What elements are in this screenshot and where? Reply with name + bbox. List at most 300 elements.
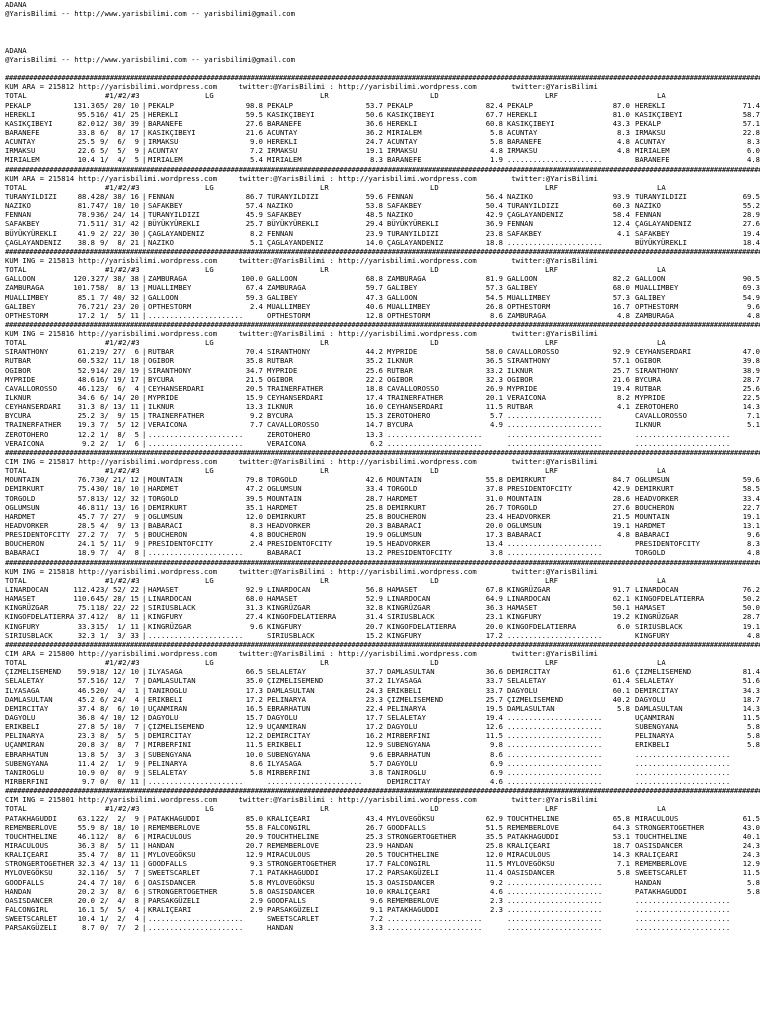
placing-code: 7/ 10/ 6 [100, 877, 139, 887]
total-value: 33.3 [77, 621, 95, 631]
total-value: 20.8 [77, 740, 95, 750]
lrf-horse: ...................... [507, 776, 603, 786]
placing-code: 30/ 21/ 12 [95, 475, 139, 485]
total-value: 71.5 [77, 219, 95, 229]
la-value: 59.6 [742, 475, 760, 485]
header-lr: LR [320, 466, 329, 476]
column-divider: | [142, 502, 147, 512]
lr-horse: PARSAKGÜZELI [267, 904, 319, 914]
lr-horse: NAZIKO [267, 201, 293, 211]
race-block [5, 558, 760, 640]
column-divider: | [142, 109, 147, 119]
ld-value: 26.9 [485, 383, 503, 393]
lg-value: 7.7 [250, 420, 263, 430]
lr-value: 25.6 [365, 365, 383, 375]
lrf-value: 65.8 [612, 813, 630, 823]
la-value: 6.0 [747, 146, 760, 156]
placing-code: 8/ 6/ 10 [100, 703, 139, 713]
la-horse: PELINARYA [635, 731, 674, 741]
ld-value: 2.3 [490, 904, 503, 914]
lrf-value: 19.1 [612, 521, 630, 531]
lr-value: 29.4 [365, 219, 383, 229]
header-code: #1/#2/#3 [105, 338, 140, 348]
column-divider: | [142, 274, 147, 284]
total-value: 24.4 [77, 877, 95, 887]
total-value: 78.9 [77, 210, 95, 220]
placing-code: 8/ 5/ 11 [100, 840, 139, 850]
lr-horse: GALIBEY [267, 292, 298, 302]
la-value: 54.9 [742, 292, 760, 302]
lg-horse: KASIKÇIBEYI [148, 127, 196, 137]
lr-value: 6.2 [370, 438, 383, 448]
lg-value: 27.6 [245, 118, 263, 128]
lrf-horse: OPTHESTORM [507, 301, 551, 311]
ld-value: 20.0 [485, 621, 503, 631]
horse-name: TORGOLD [5, 493, 36, 503]
ld-horse: PEKALP [387, 100, 413, 110]
placing-code: 2/ 1/ 6 [100, 438, 139, 448]
lr-value: 20.7 [365, 621, 383, 631]
total-value: 81.7 [77, 201, 95, 211]
lg-value: 12.0 [245, 511, 263, 521]
placing-code: 6/ 24/ 4 [100, 694, 139, 704]
lg-value: 11.5 [245, 740, 263, 750]
ld-horse: DAMLASULTAN [387, 667, 435, 677]
lg-value: 7.2 [250, 146, 263, 156]
total-value: 37.4 [77, 612, 95, 622]
lr-value: 59.6 [365, 191, 383, 201]
ld-value: 8.6 [490, 749, 503, 759]
lr-horse: SAFAKBEY [267, 210, 302, 220]
column-divider: | [142, 420, 147, 430]
lr-value: 10.0 [365, 886, 383, 896]
lg-horse: DAMLASULTAN [148, 676, 196, 686]
la-value: 58.7 [742, 109, 760, 119]
total-value: 120.3 [73, 274, 95, 284]
ld-horse: LINARDOCAN [387, 594, 431, 604]
ld-horse: IRMAKSU [387, 146, 418, 156]
column-divider: | [142, 402, 147, 412]
table-row [5, 539, 760, 548]
lg-horse: OGLUMSUN [148, 511, 183, 521]
total-value: 35.4 [77, 850, 95, 860]
la-horse: HAMASET [635, 603, 666, 613]
horse-name: DAGYOLU [5, 712, 36, 722]
column-header-row [5, 804, 760, 813]
horse-name: DAMLASULTAN [5, 694, 53, 704]
horse-name: GALIBEY [5, 301, 36, 311]
la-value: 33.4 [742, 493, 760, 503]
horse-name: MUALLIMBEY [5, 292, 49, 302]
table-row [5, 594, 760, 603]
total-value: 32.1 [77, 868, 95, 878]
table-row [5, 548, 760, 557]
ld-horse: DEMIRCITAY [387, 776, 431, 786]
ld-horse: MIRBERFINI [387, 731, 431, 741]
la-horse: BOUCHERON [635, 502, 674, 512]
horse-name: SWEETSCARLET [5, 914, 57, 924]
ld-value: 42.9 [485, 210, 503, 220]
horse-name: SELALETAY [5, 676, 44, 686]
ld-horse: KRALIÇEARI [387, 886, 431, 896]
column-divider: | [142, 731, 147, 741]
lr-horse: TURANYILDIZI [267, 191, 319, 201]
ld-horse: PATAKHAGUDDI [387, 904, 439, 914]
header-lg: LG [205, 91, 214, 101]
lrf-horse: ...................... [507, 740, 603, 750]
lr-horse: MYLOVEGÖKSU [267, 877, 315, 887]
column-divider: | [142, 859, 147, 869]
race-block [5, 165, 760, 247]
table-row [5, 128, 760, 137]
lrf-horse: ...................... [507, 886, 603, 896]
lg-value: 100.0 [241, 274, 263, 284]
lr-horse: GOODFALLS [267, 895, 306, 905]
lg-horse: UÇANMIRAN [148, 703, 187, 713]
lrf-horse: ÇIZMELISEMEND [507, 694, 564, 704]
lrf-horse: MYLOVEGÖKSU [507, 859, 555, 869]
horse-name: PARSAKGÜZELI [5, 923, 57, 933]
lr-horse: DEMIRKURT [267, 511, 306, 521]
column-divider: | [142, 393, 147, 403]
la-value: 13.1 [742, 521, 760, 531]
total-value: 95.5 [77, 109, 95, 119]
ld-value: 5.8 [490, 137, 503, 147]
placing-code: 9/ 8/ 21 [100, 237, 139, 247]
lg-horse: ACUNTAY [148, 146, 179, 156]
lg-horse: MOUNTAIN [148, 475, 183, 485]
lg-horse: TRAINERFATHER [148, 411, 205, 421]
ld-horse: SUBENGYANA [387, 740, 431, 750]
ld-value: 9.8 [490, 740, 503, 750]
header-la: LA [657, 575, 666, 585]
la-value: 90.5 [742, 274, 760, 284]
table-row [5, 375, 760, 384]
lg-horse: LINARDOCAN [148, 594, 192, 604]
lrf-value: 62.1 [612, 594, 630, 604]
race-blocks [5, 73, 760, 932]
table-row [5, 384, 760, 393]
la-horse: STRONGERTOGETHER [635, 822, 705, 832]
lg-value: 86.7 [245, 191, 263, 201]
la-horse: ÇIZMELISEMEND [635, 667, 692, 677]
lr-value: 26.7 [365, 822, 383, 832]
lr-horse: STRONGERTOGETHER [267, 859, 337, 869]
lg-value: 8.3 [250, 521, 263, 531]
ld-value: 50.4 [485, 201, 503, 211]
placing-code: 19/ 27/ 6 [95, 347, 139, 357]
lr-value: 33.4 [365, 484, 383, 494]
lrf-value: 18.7 [612, 840, 630, 850]
lr-horse: SELALETAY [267, 667, 306, 677]
column-divider: | [142, 895, 147, 905]
la-value: 24.3 [742, 850, 760, 860]
placing-code: 5/ 5/ 4 [100, 904, 139, 914]
header-ld: LD [430, 575, 439, 585]
table-row [5, 356, 760, 365]
total-value: 88.4 [77, 191, 95, 201]
ld-horse: ILKNUR [387, 356, 413, 366]
lrf-horse: ...................... [507, 904, 603, 914]
lr-horse: EBRARHATUN [267, 703, 311, 713]
lr-value: 8.3 [370, 155, 383, 165]
lrf-horse: MYPRIDE [507, 383, 538, 393]
lrf-value: 60.3 [612, 201, 630, 211]
ld-value: 1.9 [490, 155, 503, 165]
placing-code: 1/ 2/ 4 [100, 914, 139, 924]
lrf-value: 5.8 [617, 703, 630, 713]
ld-horse: STRONGERTOGETHER [387, 831, 457, 841]
ld-value: 4.6 [490, 886, 503, 896]
la-horse: KASIKÇIBEYI [635, 109, 683, 119]
total-value: 101.7 [73, 283, 95, 293]
lr-horse: ...................... [267, 776, 363, 786]
la-horse: REMEMBERLOVE [635, 859, 687, 869]
lr-value: 25.3 [365, 831, 383, 841]
total-value: 85.1 [77, 292, 95, 302]
lg-horse: BÜYÜKYÜREKLI [148, 219, 200, 229]
total-value: 75.1 [77, 603, 95, 613]
ld-horse: CAVALLOROSSO [387, 383, 439, 393]
lr-horse: RUTBAR [267, 356, 293, 366]
total-value: 32.3 [77, 859, 95, 869]
column-divider: | [142, 840, 147, 850]
lr-value: 19.9 [365, 530, 383, 540]
lrf-value: 16.7 [612, 301, 630, 311]
lr-value: 59.7 [365, 283, 383, 293]
total-value: 46.1 [77, 383, 95, 393]
header-ld: LD [430, 91, 439, 101]
column-divider: | [142, 813, 147, 823]
ld-horse: HARDMET [387, 493, 418, 503]
header-lg: LG [205, 182, 214, 192]
lr-value: 23.9 [365, 228, 383, 238]
la-horse: CEYHANSERDARI [635, 347, 692, 357]
lrf-value: 61.4 [612, 676, 630, 686]
lrf-value: 12.4 [612, 219, 630, 229]
placing-code: 58/ 8/ 13 [95, 283, 139, 293]
header-ld: LD [430, 466, 439, 476]
column-divider: | [142, 694, 147, 704]
table-row [5, 759, 760, 768]
ld-horse: TOUCHTHELINE [387, 850, 439, 860]
lrf-value: 42.9 [612, 484, 630, 494]
lr-horse: KINGOFDELATIERRA [267, 612, 337, 622]
lr-value: 47.3 [365, 292, 383, 302]
lr-value: 16.2 [365, 731, 383, 741]
lr-value: 24.7 [365, 137, 383, 147]
lrf-horse: ...................... [507, 877, 603, 887]
ld-value: 51.5 [485, 822, 503, 832]
lg-value: 13.3 [245, 402, 263, 412]
la-value: 5.8 [747, 731, 760, 741]
lg-value: 2.4 [250, 539, 263, 549]
lrf-value: 81.0 [612, 109, 630, 119]
lrf-value: 28.6 [612, 493, 630, 503]
horse-name: BABARACI [5, 548, 40, 558]
lr-horse: TORGOLD [267, 475, 298, 485]
lg-value: 35.0 [245, 676, 263, 686]
lrf-horse: DEMIRCITAY [507, 667, 551, 677]
lrf-horse: DEMIRKURT [507, 475, 546, 485]
lr-value: 19.5 [365, 539, 383, 549]
ld-value: 11.5 [485, 859, 503, 869]
placing-code: 8/ 13/ 11 [100, 402, 139, 412]
lr-value: 12.8 [365, 310, 383, 320]
lr-value: 25.8 [365, 502, 383, 512]
lrf-horse: SAFAKBEY [507, 228, 542, 238]
column-divider: | [142, 301, 147, 311]
horse-name: NAZIKO [5, 201, 31, 211]
total-value: 60.5 [77, 356, 95, 366]
lrf-horse: ZAMBURAGA [507, 310, 546, 320]
column-divider: | [142, 767, 147, 777]
la-value: 57.1 [742, 118, 760, 128]
lg-value: 70.4 [245, 347, 263, 357]
placing-code: 65/ 20/ 10 [95, 100, 139, 110]
lr-value: 35.2 [365, 356, 383, 366]
table-row [5, 704, 760, 713]
la-value: 69.3 [742, 283, 760, 293]
column-divider: | [142, 594, 147, 604]
lr-horse: DAGYOLU [267, 712, 298, 722]
lg-horse: NAZIKO [148, 237, 174, 247]
ld-value: 6.9 [490, 758, 503, 768]
race-block [5, 786, 760, 932]
header-lrf: LRF [545, 182, 558, 192]
lrf-horse: IRMAKSU [507, 146, 538, 156]
lg-horse: ...................... [148, 548, 244, 558]
lr-horse: SWEETSCARLET [267, 914, 319, 924]
ld-horse: OASISDANCER [387, 877, 435, 887]
horse-name: BYCURA [5, 411, 31, 421]
horse-name: RUTBAR [5, 356, 31, 366]
lrf-value: 57.1 [612, 356, 630, 366]
lrf-horse: ...................... [507, 722, 603, 732]
ld-horse: BABARACI [387, 521, 422, 531]
la-horse: ...................... [635, 914, 731, 924]
total-value: 9.7 [82, 776, 95, 786]
lr-horse: ERIKBELI [267, 740, 302, 750]
lrf-value: 6.0 [617, 621, 630, 631]
column-divider: | [142, 530, 147, 540]
column-header-row [5, 183, 760, 192]
lrf-value: 19.2 [612, 612, 630, 622]
separator-line [5, 786, 760, 795]
lr-value: 36.2 [365, 127, 383, 137]
la-horse: ...................... [635, 923, 731, 933]
lrf-value: 82.2 [612, 274, 630, 284]
table-row [5, 530, 760, 539]
total-value: 31.3 [77, 402, 95, 412]
placing-code: 23/ 52/ 22 [95, 585, 139, 594]
placing-code: 16/ 12/ 7 [95, 676, 139, 686]
ld-value: 13.4 [485, 539, 503, 549]
la-horse: PEKALP [635, 118, 661, 128]
lr-horse: PELINARYA [267, 694, 306, 704]
lg-value: 9.2 [250, 411, 263, 421]
la-horse: ...................... [635, 767, 731, 777]
la-horse: FENNAN [635, 210, 661, 220]
lr-value: 17.7 [365, 712, 383, 722]
header-la: LA [657, 182, 666, 192]
lrf-horse: ...................... [507, 539, 603, 549]
ld-value: 36.6 [485, 667, 503, 677]
separator-line [5, 73, 760, 82]
lr-value: 48.5 [365, 210, 383, 220]
la-value: 4.8 [747, 155, 760, 165]
lg-value: 17.3 [245, 685, 263, 695]
horse-name: OASISDANCER [5, 895, 53, 905]
column-divider: | [142, 831, 147, 841]
horse-name: PRESIDENTOFCITY [5, 530, 70, 540]
ld-horse: SAFAKBEY [387, 201, 422, 211]
lg-horse: KRALIÇEARI [148, 904, 192, 914]
ld-horse: TORGOLD [387, 484, 418, 494]
table-row [5, 146, 760, 155]
table-row [5, 366, 760, 375]
header-lr: LR [320, 658, 329, 668]
ld-value: 82.4 [485, 100, 503, 110]
lg-value: 16.5 [245, 703, 263, 713]
total-value: 8.7 [82, 923, 95, 933]
column-divider: | [142, 740, 147, 750]
column-divider: | [142, 484, 147, 494]
lr-horse: ZAMBURAGA [267, 283, 306, 293]
total-value: 25.2 [77, 411, 95, 421]
lr-horse: KINGFURY [267, 621, 302, 631]
ld-horse: GALIBEY [387, 283, 418, 293]
horse-name: OGIBOR [5, 365, 31, 375]
table-row [5, 137, 760, 146]
total-value: 36.3 [77, 840, 95, 850]
placing-code: 5/ 5/ 9 [100, 146, 139, 156]
table-row [5, 695, 760, 704]
column-divider: | [142, 904, 147, 914]
header-lg: LG [205, 466, 214, 476]
lg-horse: MIRIALEM [148, 155, 183, 165]
lr-value: 20.3 [365, 521, 383, 531]
lr-value: 20.5 [365, 850, 383, 860]
lr-value: 15.3 [365, 877, 383, 887]
lg-value: 12.9 [245, 850, 263, 860]
placing-code: 14/ 20/ 19 [95, 365, 139, 375]
lr-value: 3.8 [370, 767, 383, 777]
race-block [5, 640, 760, 786]
column-divider: | [142, 137, 147, 147]
header-ld: LD [430, 804, 439, 814]
lr-horse: BARANEFE [267, 118, 302, 128]
table-row [5, 713, 760, 722]
lg-horse: GALLOON [148, 292, 179, 302]
la-value: 24.3 [742, 840, 760, 850]
separator-line [5, 165, 760, 174]
total-value: 48.6 [77, 374, 95, 384]
la-horse: ZEROTOHERO [635, 402, 679, 412]
table-row [5, 475, 760, 484]
placing-code: 18/ 12/ 10 [95, 667, 139, 677]
lg-horse: FENNAN [148, 191, 174, 201]
placing-code: 12/ 30/ 39 [95, 118, 139, 128]
lg-horse: ...................... [148, 923, 244, 933]
column-divider: | [142, 776, 147, 786]
ld-horse: ZEROTOHERO [387, 411, 431, 421]
horse-name: MIRBERFINI [5, 776, 49, 786]
placing-code: 6/ 8/ 17 [100, 127, 139, 137]
lr-horse: OPTHESTORM [267, 310, 311, 320]
header-code: #1/#2/#3 [105, 658, 140, 668]
placing-code: 3/ 8/ 6 [100, 886, 139, 896]
